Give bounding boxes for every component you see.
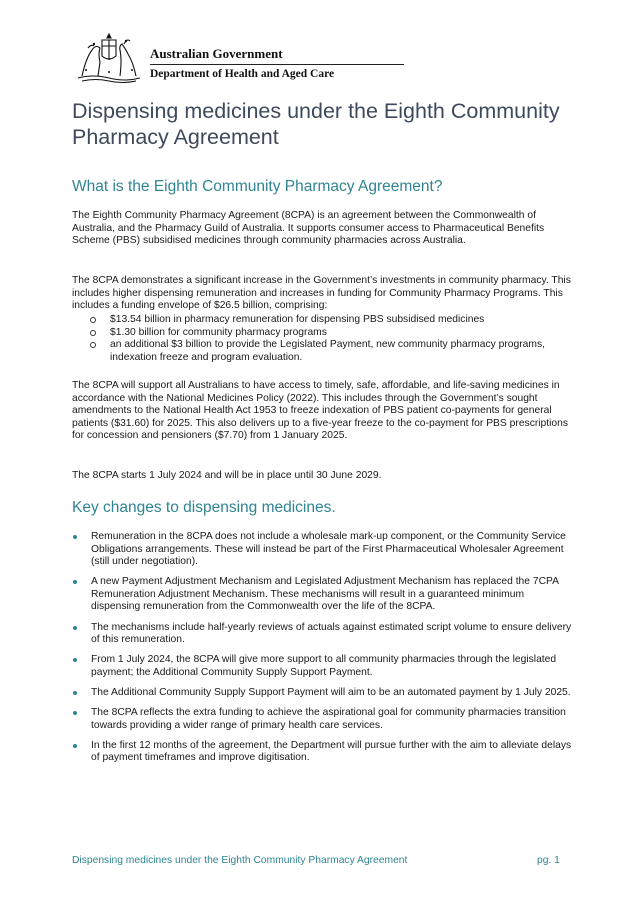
bullet-icon: [73, 691, 77, 695]
list-item: an additional $3 billion to provide the Legislated Payment, new community pharmacy programs, indexation freeze and program evaluation.: [90, 339, 560, 364]
bullet-icon: [73, 580, 77, 584]
bullet-icon: [73, 535, 77, 539]
paragraph-dates: The 8CPA starts 1 July 2024 and will be in place until 30 June 2029.: [72, 470, 382, 481]
list-item: The Additional Community Supply Support Payment will aim to be an automated payment by 1 July 2025.: [72, 687, 572, 700]
list-item: A new Payment Adjustment Mechanism and Legislated Adjustment Mechanism has replaced the 7CPA Remuneration Adjustment Mechanism. These mechanisms will result in a guaranteed minimum dispensing remuneration from the Commonwealth over the life of the 8CPA.: [72, 576, 572, 614]
paragraph-access: The 8CPA will support all Australians to have access to timely, safe, affordable, and life-saving medicines in accordance with the National Medicines Policy (2022). This includes through the Government’s sought amendments to the National Health Act 1953 to freeze indexation of PBS patient co-payments for general patients ($31.60) for 2025. This also delivers up to a five-year freeze to the co-payment for PBS prescriptions for concession and pensioners ($7.70) from 1 January 2025.: [72, 380, 569, 442]
government-header: [74, 32, 404, 86]
list-item: $13.54 billion in pharmacy remuneration for dispensing PBS subsidised medicines: [90, 314, 560, 327]
section-heading-key-changes: Key changes to dispensing medicines.: [72, 499, 336, 516]
list-item: $1.30 billion for community pharmacy programs: [90, 327, 560, 340]
bullet-icon: [73, 711, 77, 715]
list-item: The mechanisms include half-yearly reviews of actuals against estimated script volume to ensure delivery of this remuneration.: [72, 622, 572, 647]
funding-list: [90, 314, 560, 364]
list-item: From 1 July 2024, the 8CPA will give more support to all community pharmacies through the legislated payment; the Additional Community Supply Support Payment.: [72, 654, 572, 679]
paragraph-investment: The 8CPA demonstrates a significant increase in the Government’s investments in community pharmacy. This includes higher dispensing remuneration and increases in funding for Community Pharmacy Programs. This includes a funding envelope of $26.5 billion, comprising:: [72, 275, 571, 312]
list-item: The 8CPA reflects the extra funding to achieve the aspirational goal for community pharmacies transition towards providing a wider range of primary health care services.: [72, 707, 572, 732]
paragraph-intro: The Eighth Community Pharmacy Agreement (8CPA) is an agreement between the Commonwealth of Australia, and the Pharmacy Guild of Australia. It supports consumer access to Pharmaceutical Benefits Scheme (PBS) subsidised medicines through community pharmacies across Australia.: [72, 210, 545, 247]
footer-title: Dispensing medicines under the Eighth Community Pharmacy Agreement: [72, 855, 408, 866]
circle-bullet-icon: [90, 330, 96, 336]
circle-bullet-icon: [90, 317, 96, 323]
key-changes-list: [72, 531, 572, 772]
list-item: In the first 12 months of the agreement, the Department will pursue further with the aim to alleviate delays of payment timeframes and improve digitisation.: [72, 740, 572, 765]
circle-bullet-icon: [90, 342, 96, 348]
bullet-icon: [73, 658, 77, 662]
section-heading-what-is: What is the Eighth Community Pharmacy Agreement?: [72, 178, 443, 195]
bullet-icon: [73, 626, 77, 630]
list-item: Remuneration in the 8CPA does not include a wholesale mark-up component, or the Community Service Obligations arrangements. These will instead be part of the First Pharmaceutical Wholesaler Agreement (still under negotiation).: [72, 531, 572, 569]
government-name: Australian Government: [150, 46, 283, 61]
header-divider: [150, 64, 404, 65]
page-number: pg. 1: [537, 855, 560, 866]
coat-of-arms-icon: [74, 32, 144, 84]
bullet-icon: [73, 744, 77, 748]
document-title: Dispensing medicines under the Eighth Community Pharmacy Agreement: [72, 99, 560, 149]
department-name: Department of Health and Aged Care: [150, 68, 335, 80]
